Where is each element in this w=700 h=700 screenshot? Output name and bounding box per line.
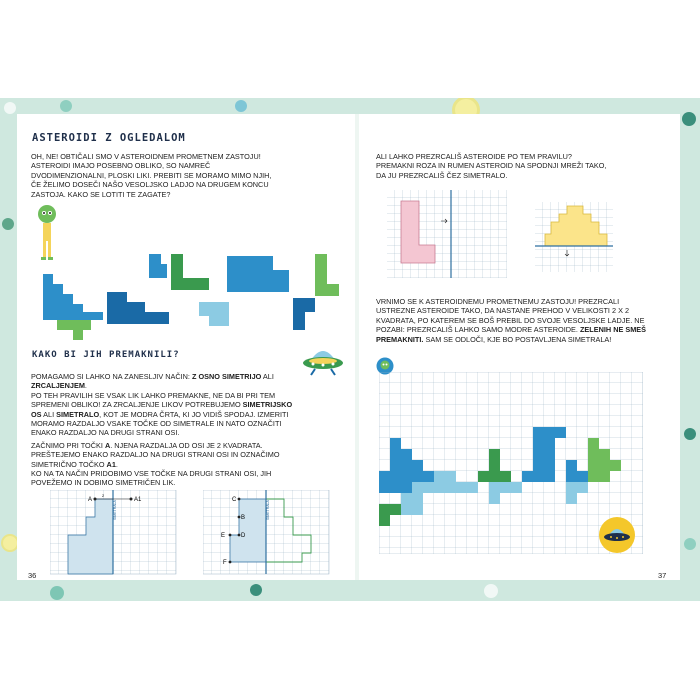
point-b-label: B	[241, 515, 246, 521]
axis-label: SIMETRALA	[266, 500, 270, 520]
planet-decoration	[2, 218, 14, 230]
planet-decoration	[484, 584, 498, 598]
asteroid-blue-steps-2	[149, 254, 167, 278]
intro-text: OH, NE! OBTIČALI SMO V ASTEROIDNEM PROMETNEM ZASTOJU! ASTEROIDI IMAJO POSEBNO OBLIKO, SO NAMREČ DVODIMENZIONALNI, PLOSKI LIKI. PREBITI SE MORAMO MIMO NJIH, ČE ŽELIMO DOSEČI NAŠO VESOLJSKO LADJO NA DRUGEM KONCU ZASTOJA. KAKO SE LOTITI TE ZAGATE?	[31, 152, 272, 199]
asteroid-stairs-green	[57, 320, 91, 340]
ufo-icon	[301, 342, 345, 376]
planet-decoration	[235, 100, 247, 112]
planet-decoration	[4, 102, 16, 114]
page-number: 36	[28, 571, 37, 580]
right-page	[359, 114, 680, 580]
asteroid-blue-big	[227, 256, 289, 292]
puzzle-asteroid-blue-3b	[522, 471, 533, 482]
symmetry-diagram-1	[50, 490, 178, 576]
planet-decoration	[684, 538, 696, 550]
section-subtitle: KAKO BI JIH PREMAKNILI?	[32, 350, 180, 360]
planet-decoration	[684, 428, 696, 440]
point-a1-label: A1	[134, 497, 142, 503]
asteroid-light-blue-2	[199, 302, 229, 326]
asteroid-dark-blue-1	[107, 292, 169, 324]
symmetry-diagram-2	[203, 490, 331, 576]
planet-decoration	[250, 584, 262, 596]
page-title: ASTEROIDI Z OGLEDALOM	[32, 132, 186, 144]
exercise-intro: ALI LAHKO PREZRCALIŠ ASTEROIDE PO TEM PRAVILU? PREMAKNI ROZA IN RUMEN ASTEROID NA SPODNJI MREŽI TAKO, DA JU PREZRCALIŠ ČEZ SIMETRALO.	[376, 152, 607, 180]
point-d-label: D	[241, 533, 246, 539]
point-c-label: C	[232, 497, 237, 503]
point-e-label: E	[221, 533, 226, 539]
page-number: 37	[658, 571, 667, 580]
asteroid-dark-blue-2	[293, 298, 315, 330]
point-f-label: F	[223, 560, 227, 566]
puzzle-asteroid-blue-5	[379, 471, 390, 493]
point-a-label: A	[88, 497, 93, 503]
ufo-badge-icon	[598, 516, 636, 554]
planet-decoration	[60, 100, 72, 112]
asteroid-traffic-jam	[39, 254, 355, 344]
asteroid-green-l	[171, 254, 209, 290]
distance-label: 2	[102, 493, 105, 498]
explanation-text: POMAGAMO SI LAHKO NA ZANESLJIV NAČIN: Z OSNO SIMETRIJO ALI ZRCALJENJEM. PO TEH PRAVILIH SE VSAK LIK LAHKO PREMAKNE, NE DA BI PRI TEM SPREMENI OBLIKO! ZA ZRCALJENJE LIKOV POTREBUJEMO SIMETRIJSKO OS ALI SIMETRALO, KOT JE MODRA ČRTA, KI JO VIDIŠ SPODAJ. IZMERITI MORAMO RAZDALJO VSAKE TOČKE OD SIMETRALE IN NATO OZNAČITI ENAKO RAZDALJO NA DRUGI STRANI OSI. ZAČNIMO PRI TOČKI A. NJENA RAZDALJA OD OSI JE 2 KVADRATA. PREŠTEJEMO ENAKO RAZDALJO NA DRUGI STRANI OSI IN OZNAČIMO SIMETRIČNO TOČKO A1. KO NA TA NAČIN PRIDOBIMO VSE TOČKE NA DRUGI STRANI OSI, JIH POVEŽEMO IN DOBIMO SIMETRIČEN LIK.	[31, 372, 293, 488]
book-spread	[0, 98, 700, 601]
planet-decoration	[682, 112, 696, 126]
planet-decoration	[50, 586, 64, 600]
pink-asteroid-grid	[387, 190, 507, 278]
challenge-text: VRNIMO SE K ASTEROIDNEMU PROMETNEMU ZASTOJU! PREZRCALI USTREZNE ASTEROIDE TAKO, DA NASTANE PREHOD V VELIKOSTI 2 X 2 KVADRATA, PO KATEREM SE BOŠ PREBIL DO SVOJE VESOLJSKE LADJE. NE POZABI: PREZRCALIŠ LAHKO SAMO MODRE ASTEROIDE. ZELENIH NE SMEŠ PREMAKNITI. SAM SE ODLOČI, KJE BO POSTAVLJENA SIMETRALA!	[376, 297, 647, 344]
yellow-asteroid-grid	[535, 202, 613, 272]
left-page	[17, 114, 355, 580]
axis-label: SIMETRALA	[113, 500, 117, 520]
asteroid-green-right	[315, 254, 339, 296]
